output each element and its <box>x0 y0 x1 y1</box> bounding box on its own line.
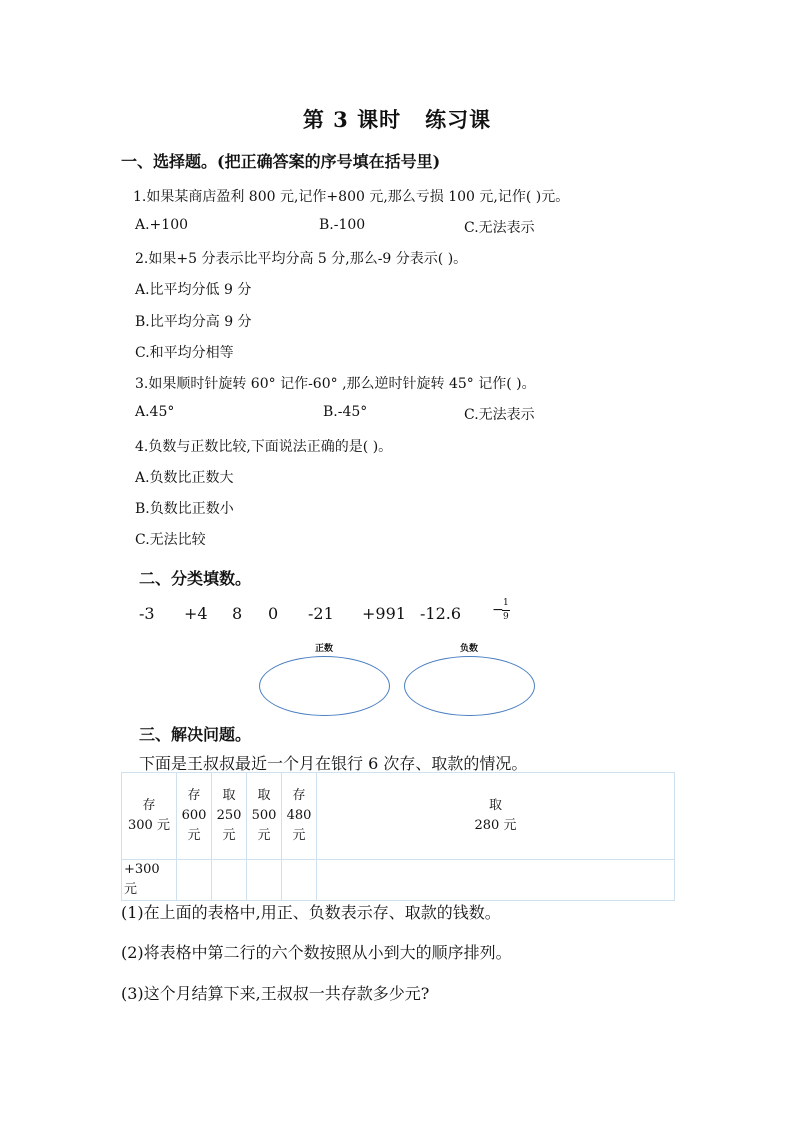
fraction-denominator: 9 <box>503 612 509 622</box>
table-answer-cell[interactable] <box>317 860 675 901</box>
q1-option-a: A.+100 <box>135 217 189 233</box>
number-item: -3 <box>139 604 155 623</box>
q4-option-b: B.负数比正数小 <box>135 501 234 517</box>
fraction-sign: − <box>492 602 504 618</box>
q4-option-c: C.无法比较 <box>135 532 206 548</box>
deposit-withdraw-table <box>121 772 675 901</box>
fraction-numerator: 1 <box>503 598 509 608</box>
number-item: -21 <box>308 604 334 623</box>
table-answer-cell[interactable] <box>282 860 317 901</box>
title-lesson: 第 3 课时 <box>302 107 402 132</box>
sub-question-3: (3)这个月结算下来,王叔叔一共存款多少元? <box>121 984 430 1003</box>
q2-option-a: A.比平均分低 9 分 <box>135 282 252 298</box>
negative-set-label: 负数 <box>460 644 479 654</box>
negative-set-oval <box>404 656 535 716</box>
number-item: -12.6 <box>420 604 462 623</box>
number-item: 0 <box>268 604 279 623</box>
title-type: 练习课 <box>425 107 492 132</box>
table-answer-cell[interactable] <box>212 860 247 901</box>
section2-heading: 二、分类填数。 <box>139 569 252 588</box>
q2-option-c: C.和平均分相等 <box>135 345 234 361</box>
q4-option-a: A.负数比正数大 <box>135 470 234 486</box>
number-item: +991 <box>362 604 406 623</box>
section3-intro: 下面是王叔叔最近一个月在银行 6 次存、取款的情况。 <box>139 754 528 773</box>
table-answer-cell[interactable] <box>177 860 212 901</box>
question-2: 2.如果+5 分表示比平均分高 5 分,那么-9 分表示( )。 <box>135 251 468 267</box>
fraction-bar <box>502 610 510 611</box>
table-answer-cell[interactable] <box>247 860 282 901</box>
number-item: 8 <box>232 604 243 623</box>
table-header-cell: 存 300 元 <box>122 773 177 860</box>
q1-option-b: B.-100 <box>319 217 366 233</box>
q2-option-b: B.比平均分高 9 分 <box>135 314 252 330</box>
positive-set-label: 正数 <box>315 644 334 654</box>
table-header-cell: 取 500 元 <box>247 773 282 860</box>
number-item: +4 <box>184 604 208 623</box>
question-3: 3.如果顺时针旋转 60° 记作-60° ,那么逆时针旋转 45° 记作( )。 <box>135 376 536 392</box>
table-header-cell: 取 280 元 <box>317 773 675 860</box>
sub-question-2: (2)将表格中第二行的六个数按照从小到大的顺序排列。 <box>121 943 512 962</box>
q3-option-a: A.45° <box>135 404 175 420</box>
table-header-cell: 存 600 元 <box>177 773 212 860</box>
q3-option-c: C.无法表示 <box>464 407 535 423</box>
sub-question-1: (1)在上面的表格中,用正、负数表示存、取款的钱数。 <box>121 903 501 922</box>
table-header-cell: 存 480 元 <box>282 773 317 860</box>
positive-set-oval <box>259 656 390 716</box>
question-4: 4.负数与正数比较,下面说法正确的是( )。 <box>135 439 393 455</box>
section3-heading: 三、解决问题。 <box>139 725 252 744</box>
section1-heading: 一、选择题。(把正确答案的序号填在括号里) <box>121 152 441 171</box>
question-1: 1.如果某商店盈利 800 元,记作+800 元,那么亏损 100 元,记作( )元。 <box>133 189 570 205</box>
q3-option-b: B.-45° <box>323 404 368 420</box>
q1-option-c: C.无法表示 <box>464 220 535 236</box>
page-title <box>0 104 794 134</box>
table-answer-cell[interactable]: +300 元 <box>122 860 177 901</box>
table-header-cell: 取 250 元 <box>212 773 247 860</box>
